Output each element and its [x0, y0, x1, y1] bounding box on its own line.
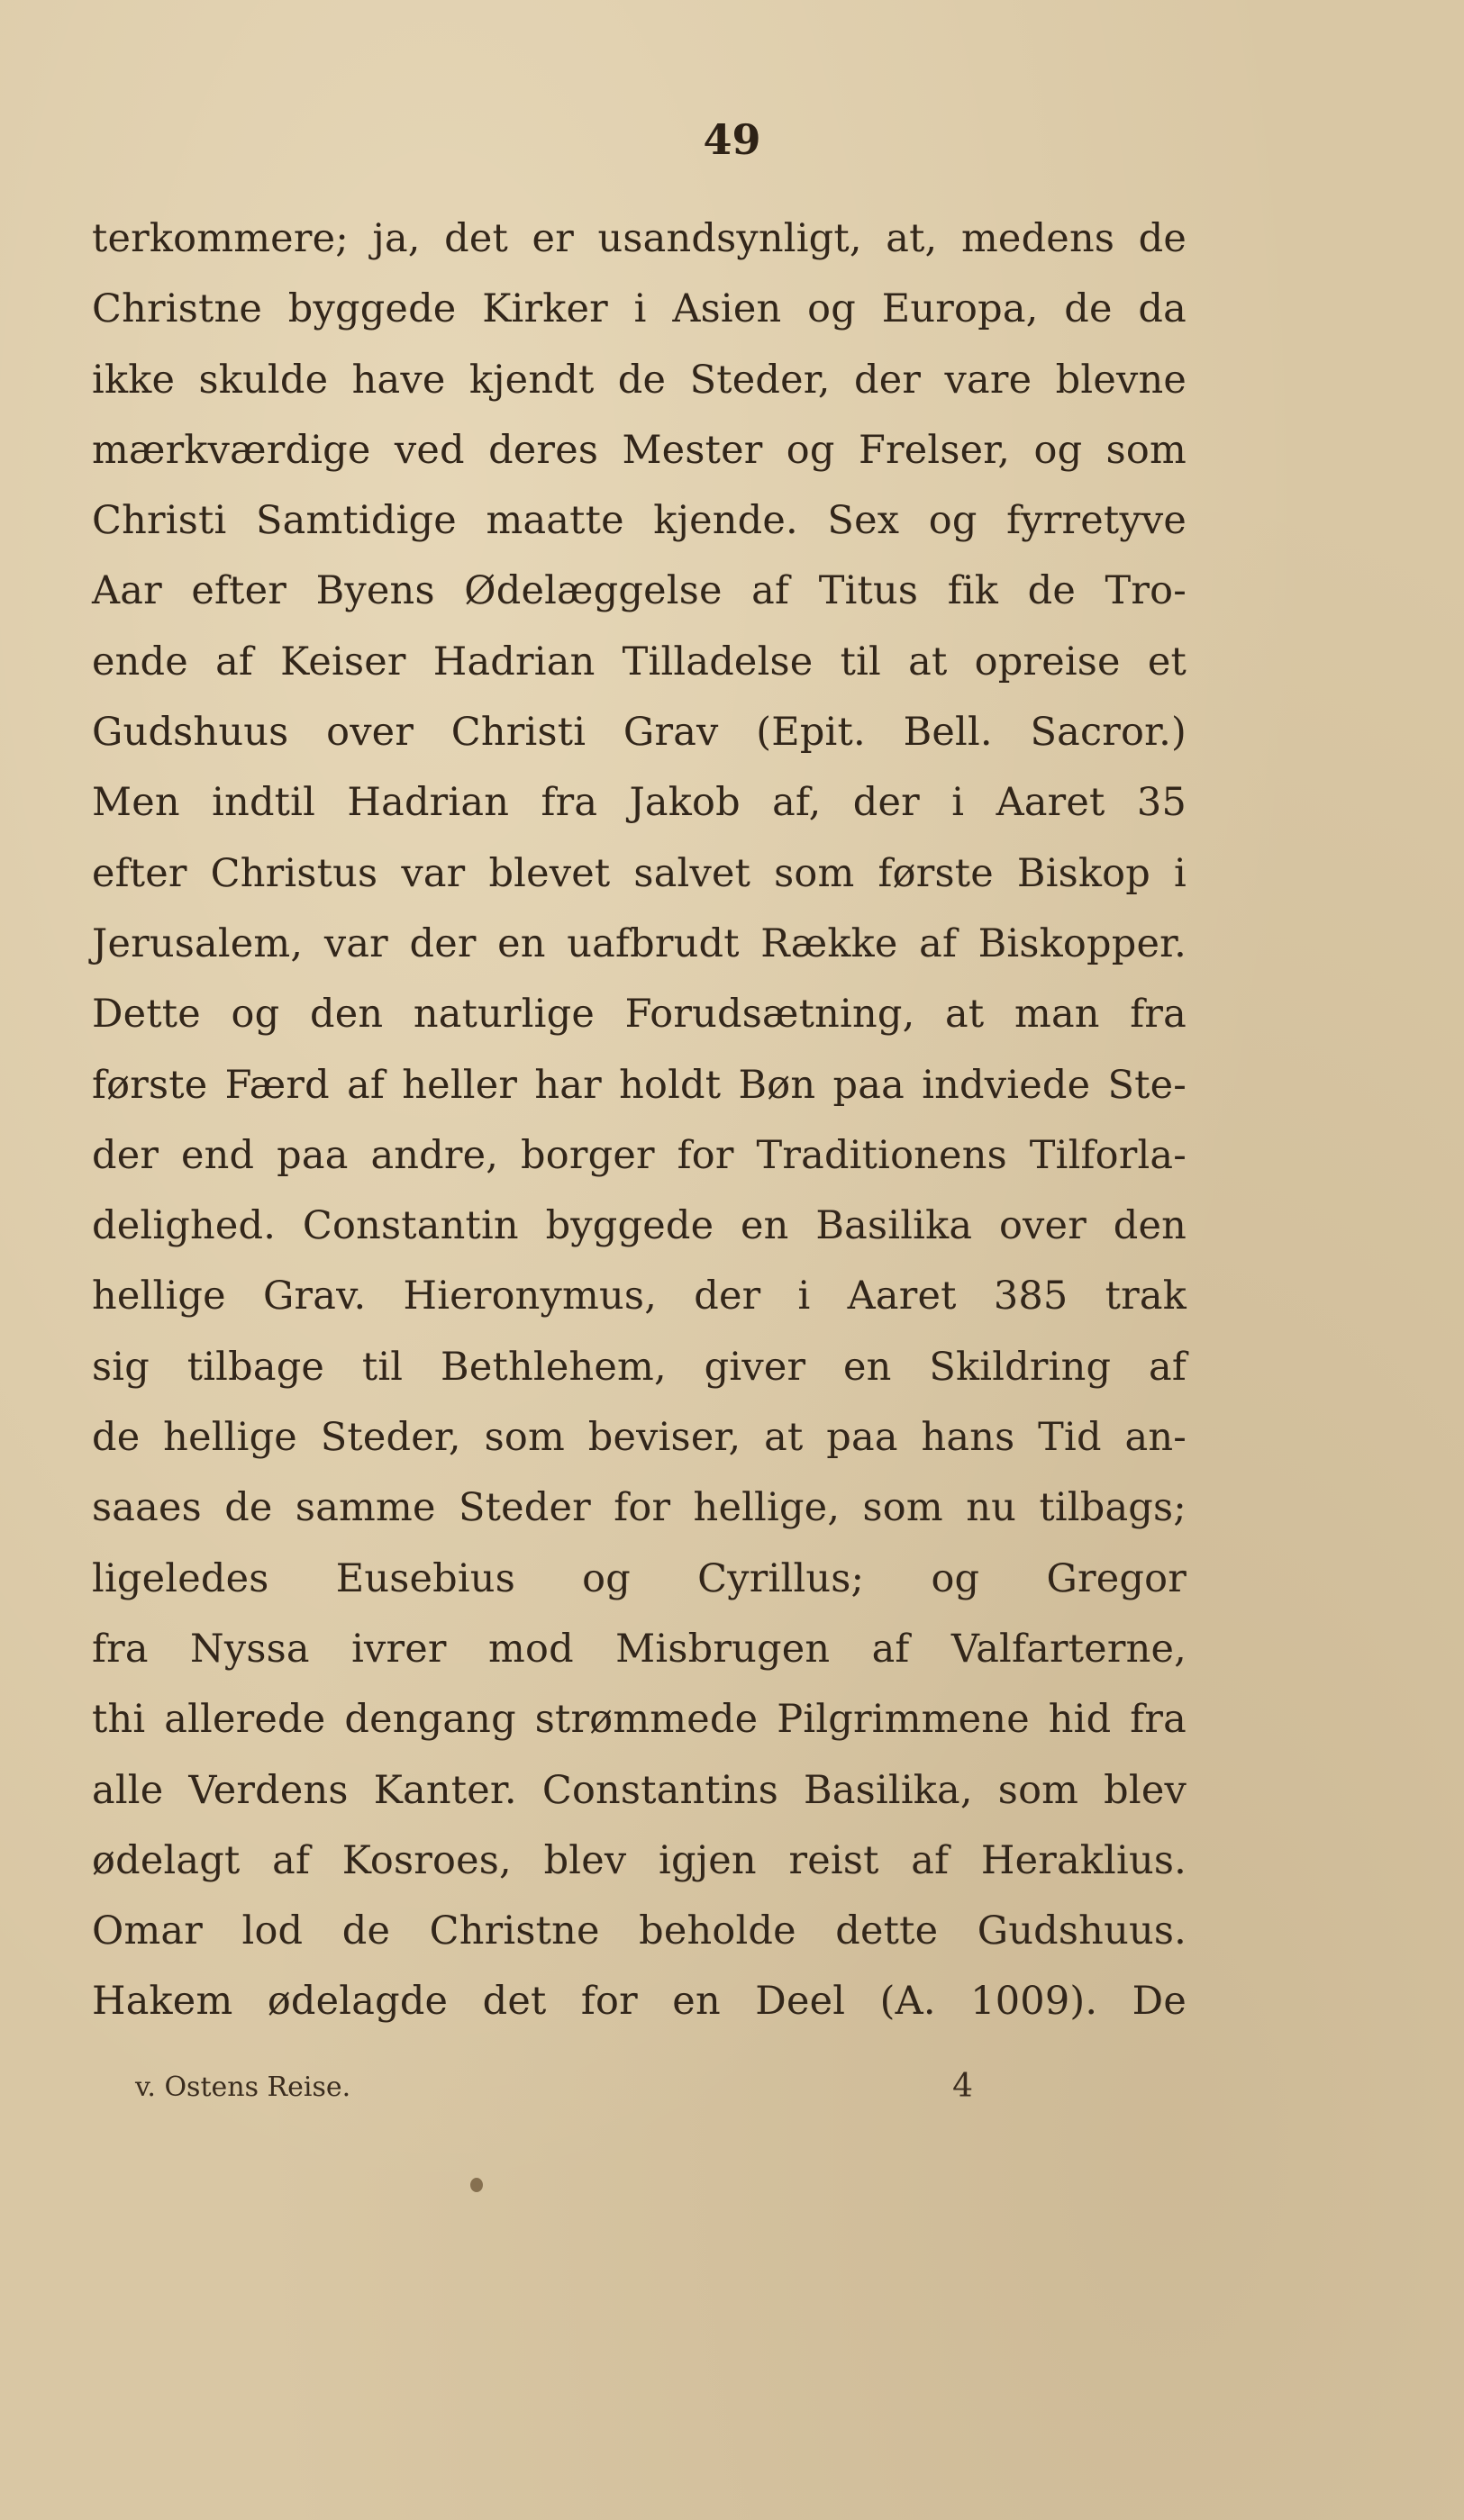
text-line: delighed. Constantin byggede en Basilika over den	[92, 1203, 1187, 1249]
text-line: Jerusalem, var der en uafbrudt Række af Biskopper.	[92, 920, 1187, 966]
text-line: fra Nyssa ivrer mod Misbrugen af Valfarterne,	[92, 1626, 1187, 1672]
text-line: Hakem ødelagde det for en Deel (A. 1009). De	[92, 1979, 1187, 2025]
text-line: Dette og den naturlige Forudsætning, at man fra	[92, 992, 1187, 1038]
page-number: 49	[703, 115, 761, 164]
text-line: ende af Keiser Hadrian Tilladelse til at opreise et	[92, 639, 1187, 684]
text-line: saaes de samme Steder for hellige, som nu tilbags;	[92, 1485, 1187, 1531]
text-line: Christne byggede Kirker i Asien og Europa, de da	[92, 286, 1187, 332]
body-text	[92, 204, 1187, 2037]
text-line: Men indtil Hadrian fra Jakob af, der i Aaret 35	[92, 780, 1187, 826]
text-line: første Færd af heller har holdt Bøn paa indviede Ste-	[92, 1062, 1187, 1108]
text-line: alle Verdens Kanter. Constantins Basilika, som blev	[92, 1767, 1187, 1813]
text-line: efter Christus var blevet salvet som første Biskop i	[92, 850, 1187, 896]
text-line: Aar efter Byens Ødelæggelse af Titus fik de Tro-	[92, 568, 1187, 614]
text-line: Gudshuus over Christi Grav (Epit. Bell. Sacror.)	[92, 710, 1187, 756]
text-line: mærkværdige ved deres Mester og Frelser, og som	[92, 427, 1187, 473]
page-footer	[135, 2068, 973, 2117]
signature-line: v. Ostens Reise.	[135, 2071, 351, 2103]
text-line: thi allerede dengang strømmede Pilgrimmene hid fra	[92, 1697, 1187, 1743]
text-line: der end paa andre, borger for Traditionens Tilforla-	[92, 1132, 1187, 1178]
sheet-mark: 4	[952, 2068, 973, 2105]
text-line: sig tilbage til Bethlehem, giver en Skildring af	[92, 1344, 1187, 1390]
text-line: hellige Grav. Hieronymus, der i Aaret 385 trak	[92, 1274, 1187, 1319]
text-line: de hellige Steder, som beviser, at paa hans Tid an-	[92, 1415, 1187, 1461]
text-line: ligeledes Eusebius og Cyrillus; og Gregor	[92, 1555, 1187, 1601]
text-line: Omar lod de Christne beholde dette Gudshuus.	[92, 1908, 1187, 1954]
text-line: ikke skulde have kjendt de Steder, der vare blevne	[92, 357, 1187, 403]
text-line: ødelagt af Kosroes, blev igjen reist af Heraklius.	[92, 1837, 1187, 1883]
text-line: terkommere; ja, det er usandsynligt, at, medens de	[92, 216, 1187, 261]
text-line: Christi Samtidige maatte kjende. Sex og fyrretyve	[92, 498, 1187, 544]
ink-speck	[470, 2178, 483, 2192]
